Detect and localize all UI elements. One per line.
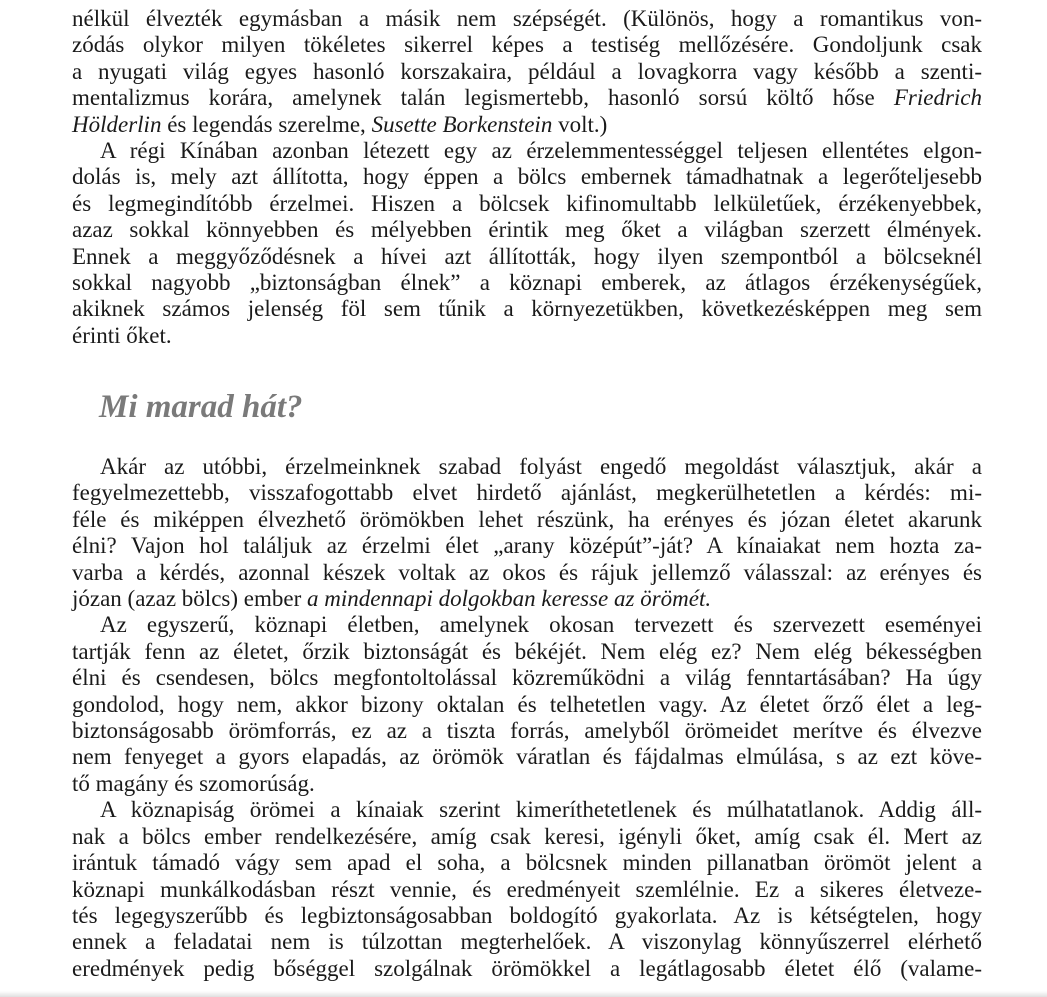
text-line: nak a bölcs ember rendelkezésére, amíg csak keresi, igényli őket, amíg csak él. Mert az: [72, 823, 982, 849]
text-line: fegyelmezettebb, visszafogottabb elvet hirdető ajánlást, megkerülhetetlen a kérdés: mi-: [72, 480, 982, 506]
text-line: A régi Kínában azonban létezett egy az érzelemmentességgel teljesen ellentétes elgon-: [100, 138, 982, 164]
paragraph: [72, 612, 982, 797]
text-line: féle és miképpen élvezhető örömökben lehet részünk, ha erényes és józan életet akarunk: [72, 506, 982, 532]
text-line: irántuk támadó vágy sem apad el soha, a bölcsnek minden pillanatban örömöt jelent a: [72, 850, 982, 876]
text-line: érinti őket.: [72, 322, 172, 348]
lower-text-block: [72, 454, 982, 982]
person-name: Friedrich: [893, 85, 982, 111]
emphasis: a mindennapi dolgokban keresse az örömét.: [306, 586, 712, 612]
text-line: köznapi munkálkodásban részt vennie, és eredményeit szemlélnie. Ez a sikeres életveze-: [72, 876, 982, 902]
text-run: józan (azaz bölcs) ember: [72, 586, 307, 612]
text-line: élni és csendesen, bölcs megfontoltolással közreműködni a világ fenntartásában? Ha úgy: [72, 665, 982, 691]
paragraph: [72, 454, 982, 612]
text-line: [72, 112, 982, 138]
text-line: gondolod, hogy nem, akkor bizony oktalan és telhetetlen vagy. Az életet őrző élet a leg-: [72, 691, 982, 717]
text-line: [72, 85, 982, 111]
paragraph: [72, 797, 982, 982]
text-line: azaz sokkal könnyebben és mélyebben érintik meg őket a világban szerzett élmények.: [72, 217, 982, 243]
text-line: ennek a feladatai nem is túlzottan megterhelőek. A viszonylag könnyűszerrel elérhető: [72, 929, 982, 955]
text-line: Ennek a meggyőződésnek a hívei azt állították, hogy ilyen szempontból a bölcseknél: [72, 243, 982, 269]
text-run: és legendás szerelme,: [161, 111, 372, 137]
text-line: és legmegindítóbb érzelmei. Hiszen a bölcsek kifinomultabb lelkületűek, érzékenyebbek,: [72, 190, 982, 216]
text-line: tés legegyszerűbb és legbiztonságosabban boldogító gyakorlata. Az is kétségtelen, hogy: [72, 902, 982, 928]
text-line: Az egyszerű, köznapi életben, amelynek okosan tervezett és szervezett eseményei: [100, 612, 982, 638]
text-line: dolás is, mely azt állította, hogy éppen a bölcs embernek támadhatnak a legerőteljesebb: [72, 164, 982, 190]
text-run: volt.): [552, 111, 608, 137]
person-name: Susette Borkenstein: [371, 111, 553, 137]
upper-text-block: [72, 6, 982, 349]
text-line: nem fenyeget a gyors elapadás, az örömök váratlan és fájdalmas elmúlása, s az ezt köve-: [72, 744, 982, 770]
text-line: [72, 586, 982, 612]
text-line: eredmények pedig bőséggel szolgálnak örömökkel a legátlagosabb életet élő (valame-: [72, 955, 982, 981]
paragraph: [72, 138, 982, 349]
text-run: mentalizmus korára, amelynek talán legismertebb, hasonló sorsú költő hőse: [72, 85, 894, 111]
text-line: biztonságosabb örömforrás, ez az a tiszta forrás, amelyből örömeidet merítve és élvezve: [72, 718, 982, 744]
text-line: tő magány és szomorúság.: [72, 770, 315, 796]
text-line: sokkal nagyobb „biztonságban élnek” a köznapi emberek, az átlagos érzékenységűek,: [72, 270, 982, 296]
person-name: Hölderlin: [72, 111, 162, 137]
text-line: a nyugati világ egyes hasonló korszakaira, például a lovagkorra vagy később a szenti-: [72, 58, 982, 84]
text-line: Akár az utóbbi, érzelmeinknek szabad folyást engedő megoldást választjuk, akár a: [100, 454, 982, 479]
page-edge-shadow: [0, 991, 1047, 997]
text-line: A köznapiság örömei a kínaiak szerint kimeríthetetlenek és múlhatatlanok. Addig áll-: [100, 797, 982, 823]
text-line: varba a kérdés, azonnal készek voltak az okos és rájuk jellemző válasszal: az erényes és: [72, 559, 982, 585]
text-line: tartják fenn az életet, őrzik biztonságát és békéjét. Nem elég ez? Nem elég békességben: [72, 638, 982, 664]
text-line: akiknek számos jelenség föl sem tűnik a környezetükben, következésképpen meg sem: [72, 296, 982, 322]
section-heading: Mi marad hát?: [99, 389, 303, 425]
text-line: nélkül élvezték egymásban a másik nem szépségét. (Különös, hogy a romantikus von-: [72, 6, 982, 31]
paragraph: [72, 6, 982, 138]
text-line: zódás olykor milyen tökéletes sikerrel képes a testiség mellőzésére. Gondoljunk csak: [72, 32, 982, 58]
text-line: élni? Vajon hol találjuk az érzelmi élet „arany középút”-ját? A kínaiakat nem hozta za-: [72, 533, 982, 559]
